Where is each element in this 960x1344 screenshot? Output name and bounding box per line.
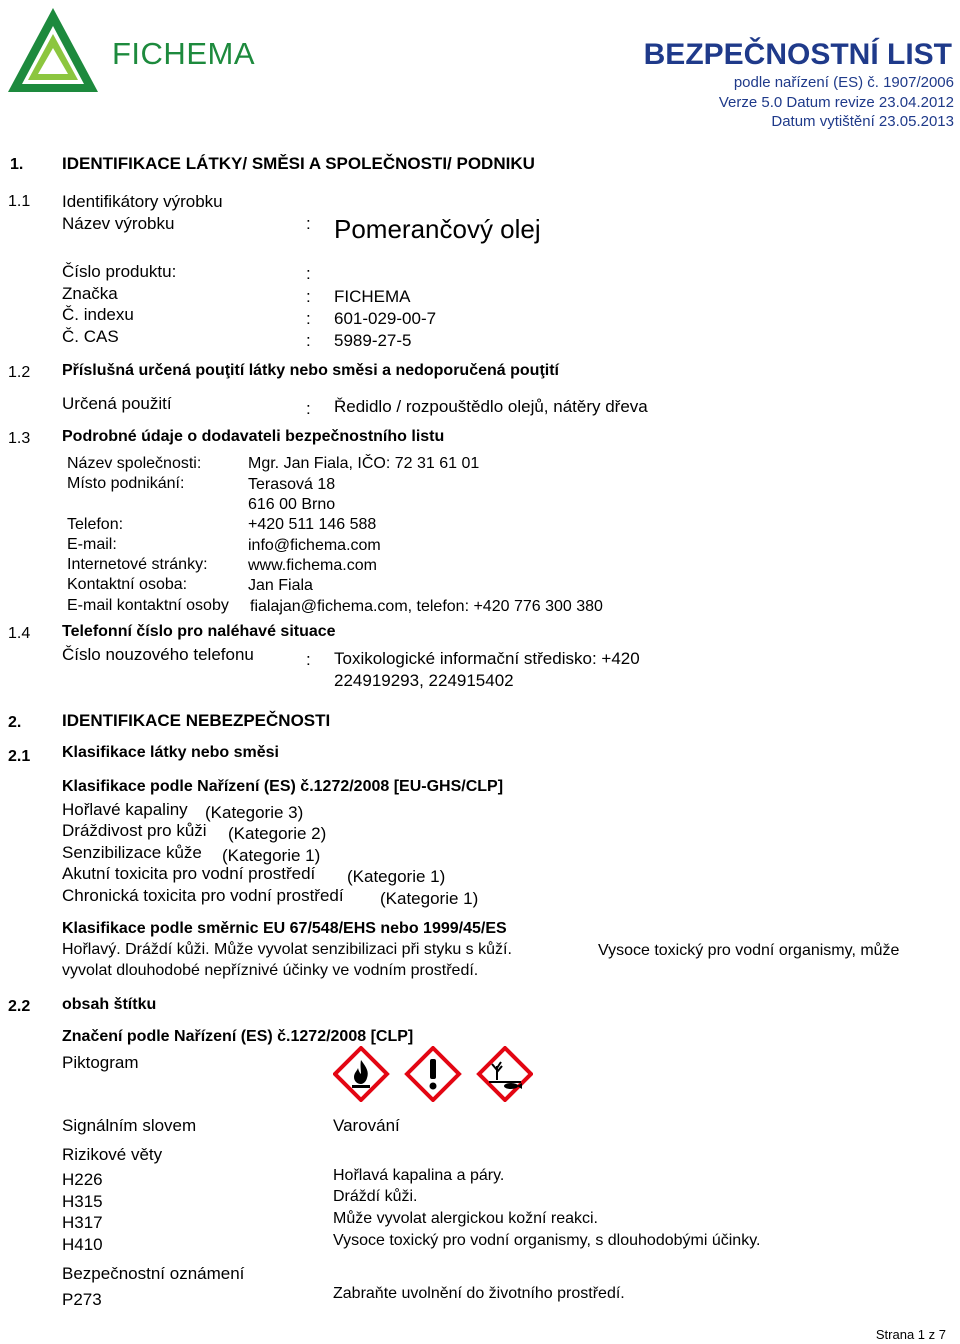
section-1-title: IDENTIFIKACE LÁTKY/ SMĚSI A SPOLEČNOSTI/ PODNIKU	[62, 154, 535, 173]
section-2-2-title: obsah štítku	[62, 996, 157, 1013]
print-date-value: 23.05.2013	[878, 113, 954, 130]
regulation: podle nařízení (ES) č. 1907/2006	[733, 74, 954, 91]
clp-classification-heading: Klasifikace podle Nařízení (ES) č.1272/2008 [EU-GHS/CLP]	[62, 778, 504, 795]
section-2-1-number: 2.1	[8, 748, 31, 765]
section-1-3-number: 1.3	[8, 430, 31, 447]
section-1-1-title: Identifikátory výrobku	[62, 192, 223, 211]
brand-value: FICHEMA	[334, 287, 411, 306]
flame-icon	[335, 1048, 387, 1100]
index-label: Č. indexu	[62, 305, 134, 324]
section-1-3-title: Podrobné údaje o dodavateli bezpečnostního listu	[62, 428, 445, 445]
colon: :	[306, 214, 311, 233]
contact-email-label: E-mail kontaktní osoby	[67, 597, 229, 614]
city-value: 616 00 Brno	[248, 496, 336, 513]
signal-word-label: Signálním slovem	[62, 1116, 197, 1135]
product-name-value: Pomerančový olej	[334, 214, 541, 244]
eu-classification-text-1b: Vysoce toxický pro vodní organismy, může	[598, 942, 900, 959]
clp-item-3-name: Senzibilizace kůže	[62, 843, 202, 862]
brand-label: Značka	[62, 284, 118, 303]
clp-labelling-heading: Značení podle Nařízení (ES) č.1272/2008 [CLP]	[62, 1028, 414, 1045]
h-statement-text: Vysoce toxický pro vodní organismy, s dlouhodobými účinky.	[333, 1232, 761, 1249]
place-label: Místo podnikání:	[67, 475, 185, 492]
section-1-2-number: 1.2	[8, 364, 31, 381]
section-2-number: 2.	[8, 714, 22, 731]
clp-item-1-category: (Kategorie 3)	[205, 803, 304, 822]
environment-icon	[479, 1048, 531, 1100]
hazard-statements-label: Rizikové věty	[62, 1145, 163, 1164]
emergency-phone-line1: Toxikologické informační středisko: +420	[334, 649, 640, 668]
clp-item-4-name: Akutní toxicita pro vodní prostředí	[62, 864, 316, 883]
h-statement-code: H410	[62, 1235, 103, 1254]
page-number: Strana 1 z 7	[875, 1327, 946, 1342]
print-date-label: Datum vytištění	[771, 113, 875, 130]
precautionary-statements-label: Bezpečnostní oznámení	[62, 1264, 245, 1283]
company-label: Název společnosti:	[67, 455, 202, 472]
h-statement-code: H315	[62, 1192, 103, 1211]
eu-classification-text-1: Hořlavý. Dráždí kůži. Může vyvolat senzibilizaci při styku s kůží.	[62, 941, 512, 958]
pictogram-row	[333, 1046, 533, 1107]
section-2-2-number: 2.2	[8, 998, 31, 1015]
colon: :	[306, 331, 311, 350]
logo	[4, 4, 102, 100]
clp-item-3-category: (Kategorie 1)	[222, 846, 321, 865]
web-value[interactable]: www.fichema.com	[248, 557, 377, 574]
eu-classification-text-2: vyvolat dlouhodobé nepříznivé účinky ve vodním prostředí.	[62, 962, 479, 979]
p-statement-text: Zabraňte uvolnění do životního prostředí.	[333, 1285, 625, 1302]
h-statement-code: H226	[62, 1170, 103, 1189]
phone-label: Telefon:	[67, 516, 124, 533]
street-value: Terasová 18	[248, 476, 336, 493]
section-2-title: IDENTIFIKACE NEBEZPEČNOSTI	[62, 711, 331, 730]
logo-triangle-icon	[4, 4, 102, 100]
print-date	[771, 113, 954, 130]
phone-value: +420 511 146 588	[248, 516, 377, 533]
section-1-2-title: Příslušná určená pouţití látky nebo směsi a nedoporučená pouţití	[62, 362, 559, 379]
clp-item-2-name: Dráždivost pro kůži	[62, 821, 207, 840]
brand-name: FICHEMA	[112, 36, 255, 71]
h-statement-text: Hořlavá kapalina a páry.	[333, 1167, 505, 1184]
cas-value: 5989-27-5	[334, 331, 412, 350]
colon: :	[306, 399, 311, 418]
contact-label: Kontaktní osoba:	[67, 576, 188, 593]
h-statement-text: Může vyvolat alergickou kožní reakci.	[333, 1210, 598, 1227]
signal-word-value: Varování	[333, 1116, 400, 1135]
clp-item-5-name: Chronická toxicita pro vodní prostředí	[62, 886, 344, 905]
contact-value: Jan Fiala	[248, 577, 313, 594]
section-1-4-title: Telefonní číslo pro naléhavé situace	[62, 623, 336, 640]
clp-item-4-category: (Kategorie 1)	[347, 867, 446, 886]
section-1-number: 1.	[10, 156, 24, 173]
p-statement-code: P273	[62, 1290, 102, 1309]
clp-item-2-category: (Kategorie 2)	[228, 824, 327, 843]
intended-use-label: Určená použití	[62, 394, 172, 413]
colon: :	[306, 287, 311, 306]
colon: :	[306, 264, 311, 283]
document-title: BEZPEČNOSTNÍ LIST	[643, 38, 952, 71]
product-code-label: Číslo produktu:	[62, 262, 177, 281]
email-value[interactable]: info@fichema.com	[248, 537, 381, 554]
h-statement-code: H317	[62, 1213, 103, 1232]
index-value: 601-029-00-7	[334, 309, 437, 328]
emergency-phone-label: Číslo nouzového telefonu	[62, 645, 254, 664]
exclamation-icon	[407, 1048, 459, 1100]
contact-email-value[interactable]: fialajan@fichema.com, telefon: +420 776 300 380	[250, 598, 603, 615]
cas-label: Č. CAS	[62, 327, 119, 346]
emergency-phone-line2: 224919293, 224915402	[334, 671, 514, 690]
colon: :	[306, 309, 311, 328]
h-statement-text: Dráždí kůži.	[333, 1188, 418, 1205]
product-name-label: Název výrobku	[62, 214, 175, 233]
clp-item-1-name: Hořlavé kapaliny	[62, 800, 188, 819]
email-label: E-mail:	[67, 536, 117, 553]
section-2-1-title: Klasifikace látky nebo směsi	[62, 744, 279, 761]
colon: :	[306, 650, 311, 669]
company-value: Mgr. Jan Fiala, IČO: 72 31 61 01	[248, 455, 480, 472]
ghs-pictograms	[333, 1046, 533, 1102]
eu-classification-heading: Klasifikace podle směrnic EU 67/548/EHS nebo 1999/45/ES	[62, 920, 507, 937]
clp-item-5-category: (Kategorie 1)	[380, 889, 479, 908]
version-info: Verze 5.0 Datum revize 23.04.2012	[718, 94, 954, 111]
pictogram-label: Piktogram	[62, 1053, 139, 1072]
section-1-4-number: 1.4	[8, 625, 31, 642]
web-label: Internetové stránky:	[67, 556, 208, 573]
intended-use-value: Ředidlo / rozpouštědlo olejů, nátěry dřeva	[334, 397, 648, 416]
section-1-1-number: 1.1	[8, 193, 31, 210]
